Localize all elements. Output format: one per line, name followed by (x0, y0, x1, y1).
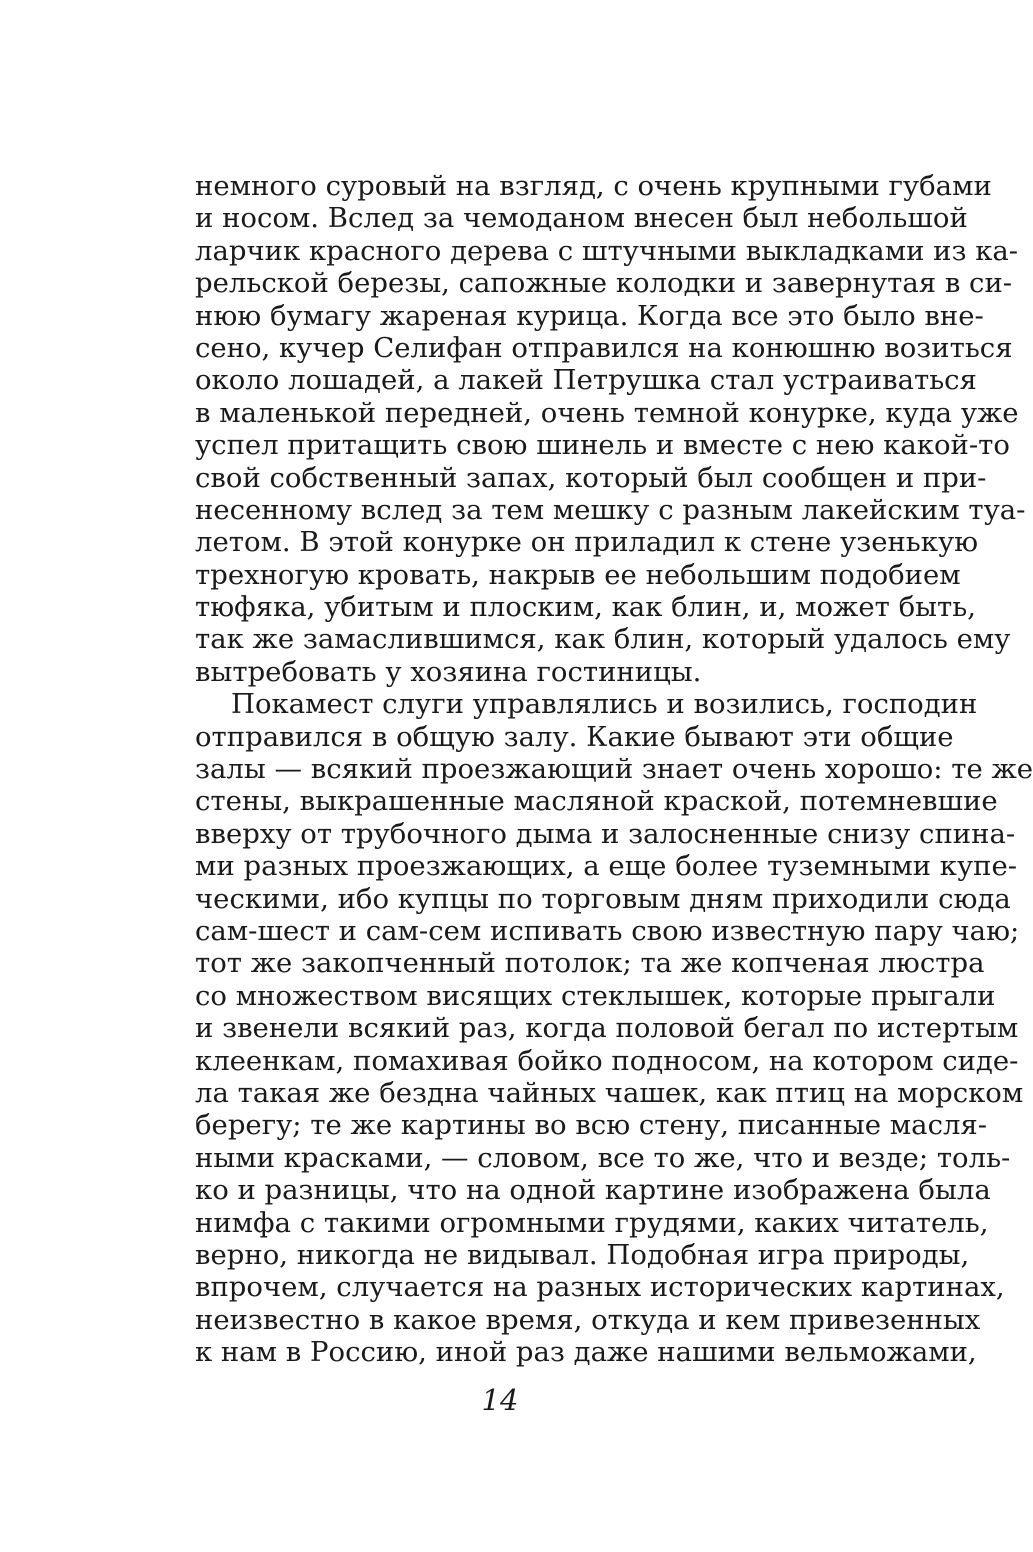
text-line: так же замаслившимся, как блин, который удалось ему (195, 623, 1011, 656)
text-line: нимфа с такими огромными грудями, каких читатель, (195, 1206, 989, 1239)
text-line: ми разных проезжающих, а еще более туземными купе- (195, 850, 1018, 883)
text-line: вверху от трубочного дыма и залосненные снизу спина- (195, 817, 1016, 850)
text-line: к нам в Россию, иной раз даже нашими вельможами, (195, 1336, 977, 1369)
text-line: сам-шест и сам-сем испивать свою известную пару чаю; (195, 914, 1020, 947)
text-line: трехногую кровать, накрыв ее небольшим подобием (195, 558, 961, 591)
text-line: ларчик красного дерева с штучными выкладками из ка- (195, 234, 1019, 267)
text-line: неизвестно в какое время, откуда и кем привезенных (195, 1303, 981, 1336)
text-line: клеенкам, помахивая бойко подносом, на котором сиде- (195, 1044, 1019, 1077)
text-line: отправился в общую залу. Какие бывают эти общие (195, 720, 954, 753)
text-line: и носом. Вслед за чемоданом внесен был небольшой (195, 202, 968, 235)
text-line: ко и разницы, что на одной картине изображена была (195, 1174, 991, 1207)
text-line: вытребовать у хозяина гостиницы. (195, 655, 702, 688)
text-line: Покамест слуги управлялись и возились, господин (231, 688, 978, 721)
text-line: берегу; те же картины во всю стену, писанные масля- (195, 1109, 988, 1142)
body-text (195, 170, 1033, 1369)
text-line: стены, выкрашенные масляной краской, потемневшие (195, 785, 998, 818)
text-line: свой собственный запах, который был сообщен и при- (195, 461, 987, 494)
text-line: тюфяка, убитым и плоским, как блин, и, может быть, (195, 591, 976, 624)
text-line: нюю бумагу жареная курица. Когда все это было вне- (195, 299, 984, 332)
text-line: успел притащить свою шинель и вместе с нею какой-то (195, 429, 1010, 462)
text-line: рельской березы, сапожные колодки и завернутая в си- (195, 267, 1013, 300)
text-line: летом. В этой конурке он приладил к стене узенькую (195, 526, 979, 559)
text-line: ла такая же бездна чайных чашек, как птиц на морском (195, 1076, 1024, 1109)
text-line: со множеством висящих стеклышек, которые прыгали (195, 979, 996, 1012)
page-number: 14 (481, 1383, 519, 1417)
text-line: верно, никогда не видывал. Подобная игра природы, (195, 1238, 970, 1271)
paragraph-2 (195, 688, 1033, 1369)
text-line: сено, кучер Селифан отправился на конюшню возиться (195, 331, 1013, 364)
text-line: тот же закопченный потолок; та же копченая люстра (195, 947, 985, 980)
text-line: и звенели всякий раз, когда половой бегал по истертым (195, 1012, 1019, 1045)
text-line: около лошадей, а лакей Петрушка стал устраиваться (195, 364, 977, 397)
text-line: в маленькой передней, очень темной конурке, куда уже (195, 396, 1019, 429)
text-line: ными красками, — словом, все то же, что и везде; толь- (195, 1141, 1011, 1174)
text-line: немного суровый на взгляд, с очень крупными губами (195, 170, 992, 202)
text-line: залы — всякий проезжающий знает очень хорошо: те же (195, 753, 1033, 786)
text-line: ческими, ибо купцы по торговым дням приходили сюда (195, 882, 1011, 915)
text-line: впрочем, случается на разных исторических картинах, (195, 1271, 1005, 1304)
text-line: несенному вслед за тем мешку с разным лакейским туа- (195, 493, 1026, 526)
paragraph-1 (195, 170, 1026, 688)
